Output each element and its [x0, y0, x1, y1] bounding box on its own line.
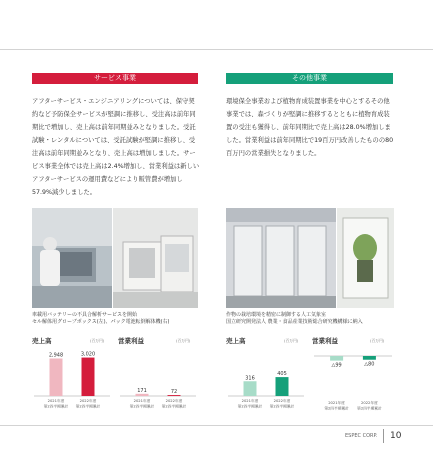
chart-category-label: 第2四半期累計 — [43, 404, 69, 409]
chart-bar — [50, 358, 63, 396]
chart-category-label: 2021年度 — [241, 399, 259, 403]
chart-category-label: 第2四半期累計 — [129, 404, 155, 409]
chart-service-sales — [32, 336, 112, 416]
chart-bar — [82, 358, 95, 396]
chart-other-sales — [226, 336, 306, 416]
top-rule — [0, 49, 433, 50]
chart-category-label: 2021年度 — [133, 399, 151, 403]
chart-svg — [118, 344, 198, 416]
chart-category-label: 第2四半期累計 — [324, 406, 349, 411]
chart-title: 営業利益 — [118, 337, 144, 345]
section-title-service: サービス事業 — [94, 74, 136, 82]
chart-data-label: 72 — [170, 389, 178, 396]
chart-category-label: 第2四半期累計 — [357, 406, 382, 411]
chart-unit: (百万円) — [90, 338, 105, 343]
service-caption: 車載用バッテリーの不具合解析サービスを開始 セル解体用グローブボックス(左)、パック電池転倒解体機(右) — [32, 312, 170, 325]
chart-bar — [168, 395, 181, 396]
chart-category-label: 2022年度 — [165, 399, 183, 403]
chart-unit: (百万円) — [370, 338, 385, 343]
chart-title: 売上高 — [226, 337, 246, 345]
chart-category-label: 第2四半期累計 — [75, 404, 101, 409]
photo-climate-chamber — [226, 208, 336, 308]
page-number: 10 — [390, 431, 402, 441]
photo-glovebox — [32, 208, 112, 308]
chart-category-label: 第2四半期累計 — [237, 404, 263, 409]
footer-divider — [383, 429, 384, 443]
chart-data-label: 405 — [277, 371, 287, 378]
footer-company: ESPEC CORP. — [345, 433, 378, 439]
chart-bar — [330, 356, 343, 361]
chart-svg — [226, 344, 306, 416]
section-banner-service — [32, 73, 198, 84]
chart-category-label: 2022年度 — [79, 399, 97, 403]
chart-bar — [276, 377, 289, 396]
section-banner-other — [226, 73, 393, 84]
chart-data-label: 2,948 — [48, 352, 64, 359]
other-caption: 作物の栽培環境を精密に制御する人工気象室 国立研究開発法人 農業・食品産業技術総合研究機構様に納入 — [226, 312, 363, 325]
chart-category-label: 第2四半期累計 — [161, 404, 187, 409]
chart-data-label: △99 — [331, 362, 342, 369]
chart-service-profit — [118, 336, 198, 416]
chart-title: 営業利益 — [312, 337, 338, 345]
chart-data-label: 316 — [245, 375, 255, 382]
footer-rule — [0, 425, 433, 426]
chart-svg — [32, 344, 112, 416]
chart-title: 売上高 — [32, 337, 52, 345]
chart-bar — [363, 356, 376, 360]
chart-data-label: △80 — [364, 361, 375, 368]
chart-category-label: 2022年度 — [273, 399, 291, 403]
chart-category-label: 2021年度 — [47, 399, 65, 403]
chart-bar — [244, 381, 257, 396]
chart-category-label: 2021年度 — [328, 401, 345, 405]
photo-plant-growth — [337, 208, 394, 308]
service-paragraph: アフターサービス・エンジニアリングについては、保守契約など予防保全サービスが堅調に推移し、受注高は前年同期比で増加し、売上高は前年同期並みとなりました。受託試験・レンタルについては、受託試験が堅調に推移し、受注高は前年同期並みとなり、売上高は増加しました。サービス事業全体では売上高は2.4%増加し、営業利益は新しいアフターサービスの運用費などにより販管費が増加し57.9%減少しました。 — [32, 98, 200, 196]
chart-data-label: 171 — [137, 387, 147, 394]
chart-other-profit — [312, 336, 394, 416]
chart-unit: (百万円) — [284, 338, 299, 343]
chart-bar — [136, 394, 149, 396]
chart-svg — [312, 344, 394, 416]
chart-unit: (百万円) — [176, 338, 191, 343]
section-title-other: その他事業 — [292, 74, 327, 82]
chart-category-label: 第2四半期累計 — [269, 404, 295, 409]
other-paragraph: 環境保全事業および植物育成装置事業を中心とするその他事業では、森づくりが堅調に推移するとともに植物育成装置の受注も獲得し、前年同期比で売上高は28.0%増加しました。営業利益は前年同期比で19百万円改善したものの80百万円の営業損失となりました。 — [226, 98, 394, 157]
photo-battery-dismantler — [113, 208, 198, 308]
chart-category-label: 2022年度 — [361, 401, 378, 405]
chart-data-label: 3,020 — [80, 351, 96, 358]
